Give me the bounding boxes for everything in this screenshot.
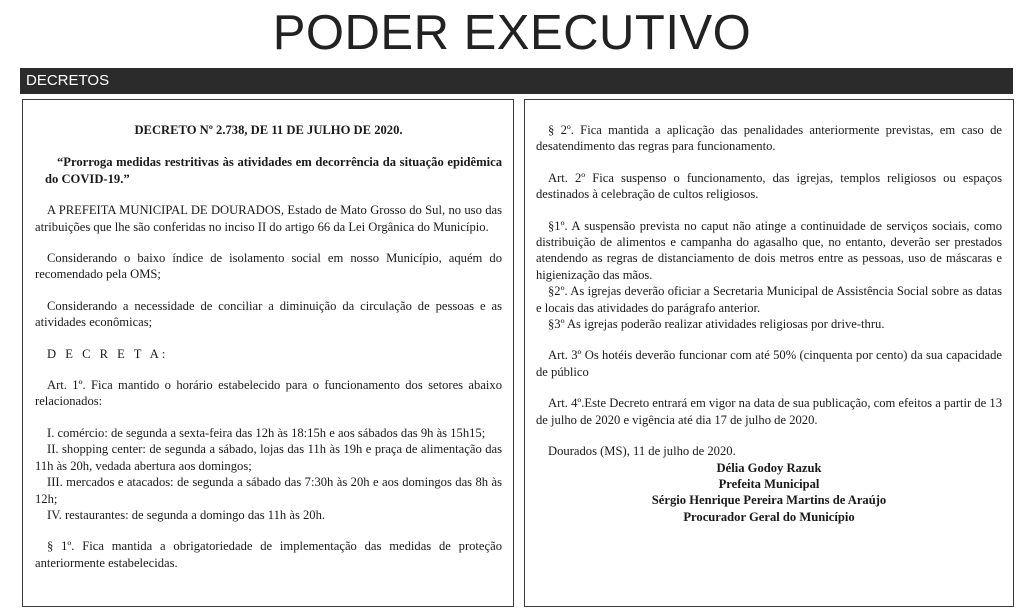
article-2: Art. 2º Fica suspenso o funcionamento, das igrejas, templos religiosos ou espaços destinados à celebração de cultos religiosos. — [536, 170, 1002, 202]
right-column — [524, 99, 1014, 607]
signer-1-name: Délia Godoy Razuk — [716, 460, 822, 475]
article-1-item-iv: IV. restaurantes: de segunda a domingo das 11h às 20h. — [47, 507, 326, 522]
decree-epigraph: “Prorroga medidas restritivas às atividades em decorrência da situação epidêmica do COVID-19.” — [45, 155, 502, 186]
article-2-paragraph-3: §3º As igrejas poderão realizar atividades religiosas por drive-thru. — [548, 317, 885, 332]
page-masthead: PODER EXECUTIVO — [272, 6, 752, 60]
article-3: Art. 3º Os hotéis deverão funcionar com até 50% (cinquenta por cento) da sua capacidade de público — [536, 348, 1002, 379]
signer-2-name: Sérgio Henrique Pereira Martins de Araújo — [651, 493, 887, 508]
considerando-isolamento: Considerando o baixo índice de isolamento social em nosso Município, aquém do recomendado pela OMS; — [35, 251, 502, 282]
decree-preamble: A PREFEITA MUNICIPAL DE DOURADOS, Estado de Mato Grosso do Sul, no uso das atribuições que lhe são conferidas no inciso II do artigo 66 da Lei Orgânica do Município. — [35, 203, 502, 234]
section-header-decretos: DECRETOS — [20, 68, 1013, 94]
signer-2-role: Procurador Geral do Município — [683, 509, 855, 524]
article-1-item-iii: III. mercados e atacados: de segunda a sábado das 7:30h às 20h e aos domingos das 8h às 12h; — [35, 475, 502, 506]
signer-1-role: Prefeita Municipal — [718, 476, 820, 491]
considerando-conciliar: Considerando a necessidade de conciliar a diminuição da circulação de pessoas e as atividades econômicas; — [35, 298, 502, 330]
article-1-paragraph-1: § 1º. Fica mantida a obrigatoriedade de implementação das medidas de proteção anteriormente estabelecidas. — [35, 539, 502, 570]
article-1-paragraph-2: § 2º. Fica mantida a aplicação das penalidades anteriormente previstas, em caso de desatendimento das regras para funcionamento. — [536, 123, 1002, 154]
left-column — [22, 99, 514, 607]
article-1-item-i: I. comércio: de segunda a sexta-feira das 12h às 18:15h e aos sábados das 9h às 15h15; — [47, 425, 486, 440]
article-1: Art. 1º. Fica mantido o horário estabelecido para o funcionamento dos setores abaixo relacionados: — [35, 378, 502, 409]
article-4: Art. 4º.Este Decreto entrará em vigor na data de sua publicação, com efeitos a partir de 13 de julho de 2020 e vigência até dia 17 de julho de 2020. — [536, 396, 1002, 427]
decree-title: DECRETO Nº 2.738, DE 11 DE JULHO DE 2020. — [134, 123, 403, 137]
place-and-date: Dourados (MS), 11 de julho de 2020. — [548, 444, 736, 459]
article-2-paragraph-2: §2º. As igrejas deverão oficiar a Secretaria Municipal de Assistência Social sobre as datas e locais das atividades do parágrafo anterior. — [536, 284, 1002, 315]
article-1-item-ii: II. shopping center: de segunda a sábado, lojas das 11h às 19h e praça de alimentação das 11h às 20h, vedada abertura aos domingos; — [35, 442, 502, 473]
article-2-paragraph-1: §1º. A suspensão prevista no caput não atinge a continuidade de serviços sociais, como distribuição de alimentos e campanha do agasalho que, no entanto, deverão ser prestados atendendo as regras de distanciamento de dois metros entre as pessoas, uso de máscaras e higienização das mãos. — [536, 218, 1002, 282]
decreta-heading: D E C R E T A: — [47, 346, 169, 361]
